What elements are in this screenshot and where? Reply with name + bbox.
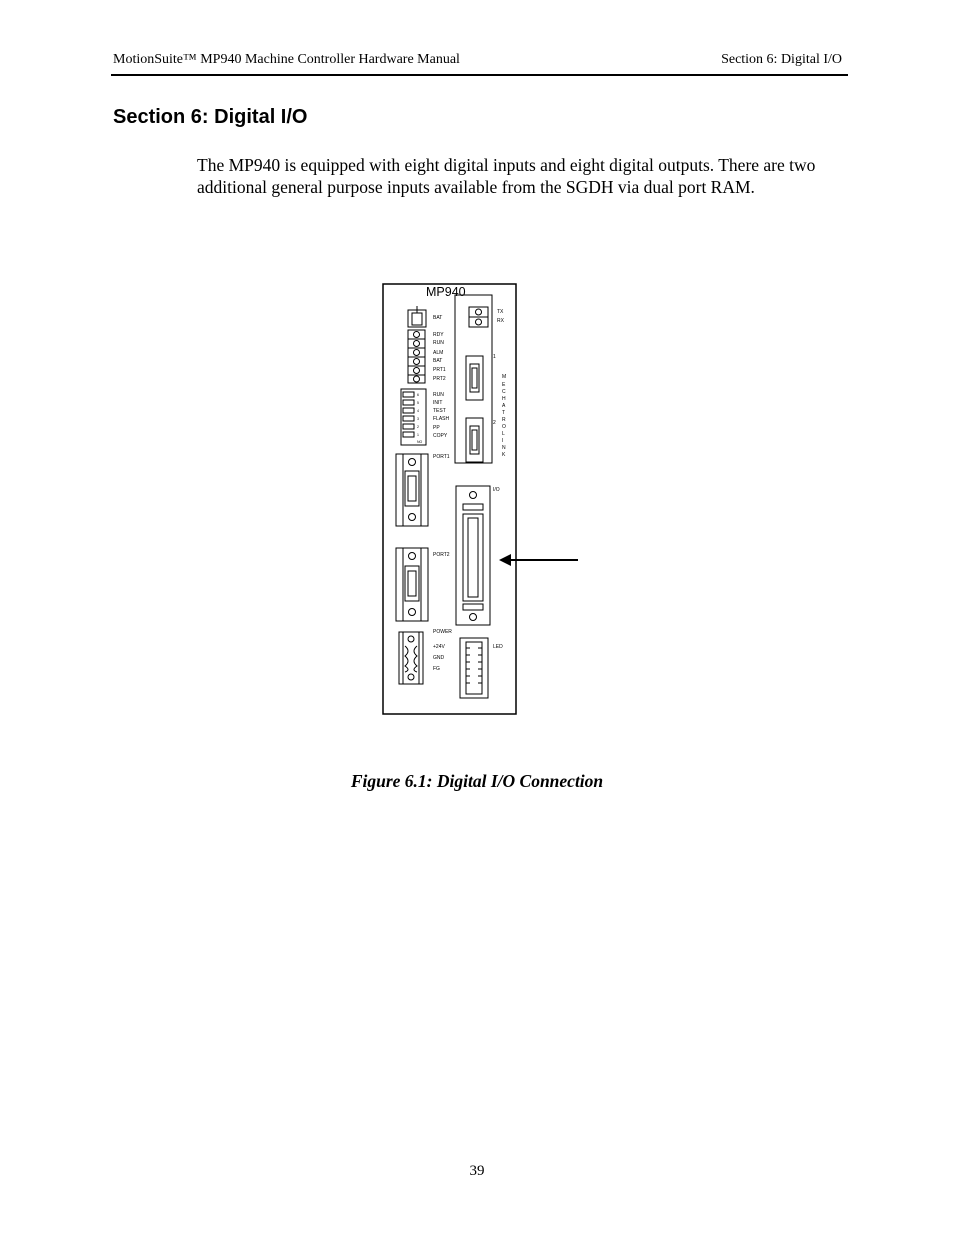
mechatrolink-letter: C bbox=[502, 389, 506, 395]
model-label: MP940 bbox=[426, 285, 466, 299]
power-pin-fg: FG bbox=[433, 666, 440, 672]
led-label-prt2: PRT2 bbox=[433, 376, 446, 382]
figure-caption: Figure 6.1: Digital I/O Connection bbox=[350, 771, 604, 791]
led-label-bat: BAT bbox=[433, 358, 443, 364]
switch-mark-2: 2 bbox=[417, 425, 419, 429]
intro-paragraph: The MP940 is equipped with eight digital inputs and eight digital outputs. There are two additional general purpose inputs available from the SGDH via dual port RAM. bbox=[197, 155, 816, 197]
mechatrolink-vertical-label bbox=[502, 374, 506, 458]
power-pin-24v: +24V bbox=[433, 644, 445, 650]
port1-connector bbox=[396, 454, 428, 526]
led-label-run: RUN bbox=[433, 340, 444, 346]
switch-mark-3: 3 bbox=[417, 417, 419, 421]
io-panel bbox=[456, 486, 490, 625]
switch-label-test: TEST bbox=[433, 408, 446, 414]
tx-label: TX bbox=[497, 309, 504, 315]
header-title: MotionSuite™ MP940 Machine Controller Hardware Manual bbox=[113, 52, 460, 67]
mechatrolink-letter: A bbox=[502, 403, 506, 409]
rx-label: RX bbox=[497, 318, 504, 324]
switch-label-flash: FLASH bbox=[433, 416, 450, 422]
dip-switch-block bbox=[401, 389, 426, 445]
mechatrolink-letter: K bbox=[502, 452, 506, 458]
power-pin-gnd: GND bbox=[433, 655, 445, 661]
mechatrolink-panel bbox=[455, 295, 492, 463]
mlink-port2-label: 2 bbox=[493, 420, 496, 426]
io-pointer-arrowhead bbox=[499, 554, 511, 566]
switch-no-label: NO bbox=[417, 440, 423, 444]
status-led-stack bbox=[408, 330, 425, 383]
led-label-alm: ALM bbox=[433, 350, 444, 356]
mechatrolink-letter: T bbox=[502, 410, 506, 416]
switch-mark-4: 4 bbox=[417, 409, 419, 413]
port2-label: PORT2 bbox=[433, 552, 450, 558]
page-number: 39 bbox=[469, 1163, 485, 1179]
header-rule bbox=[111, 74, 848, 76]
mechatrolink-letter: L bbox=[502, 431, 505, 437]
port2-connector bbox=[396, 548, 428, 621]
led-label-rdy: RDY bbox=[433, 332, 444, 338]
port1-label: PORT1 bbox=[433, 454, 450, 460]
switch-label-copy: COPY bbox=[433, 433, 448, 439]
led-connector-label: LED bbox=[493, 644, 503, 650]
mechatrolink-letter: H bbox=[502, 396, 506, 402]
mechatrolink-letter: R bbox=[502, 417, 506, 423]
switch-label-init: INIT bbox=[433, 400, 443, 406]
io-label: I/O bbox=[493, 487, 500, 493]
switch-label-run: RUN bbox=[433, 392, 444, 398]
led-label-prt1: PRT1 bbox=[433, 367, 446, 373]
led-terminal bbox=[460, 638, 488, 698]
mlink-port1-label: 1 bbox=[493, 354, 496, 360]
header-section: Section 6: Digital I/O bbox=[721, 52, 842, 67]
bat-label: BAT bbox=[433, 315, 443, 321]
switch-mark-1: 1 bbox=[417, 433, 419, 437]
mechatrolink-letter: O bbox=[502, 424, 506, 430]
mechatrolink-letter: I bbox=[502, 438, 504, 444]
switch-label-pp: PP bbox=[433, 425, 440, 431]
section-heading: Section 6: Digital I/O bbox=[113, 106, 308, 128]
switch-mark-6: 6 bbox=[417, 393, 419, 397]
power-connector bbox=[399, 632, 423, 684]
mp940-diagram bbox=[374, 278, 584, 723]
mechatrolink-letter: E bbox=[502, 382, 506, 388]
mechatrolink-letter: N bbox=[502, 445, 506, 451]
switch-mark-5: 5 bbox=[417, 401, 419, 405]
txrx-connector bbox=[469, 307, 488, 327]
power-label: POWER bbox=[433, 629, 452, 635]
mechatrolink-letter: M bbox=[502, 374, 507, 380]
